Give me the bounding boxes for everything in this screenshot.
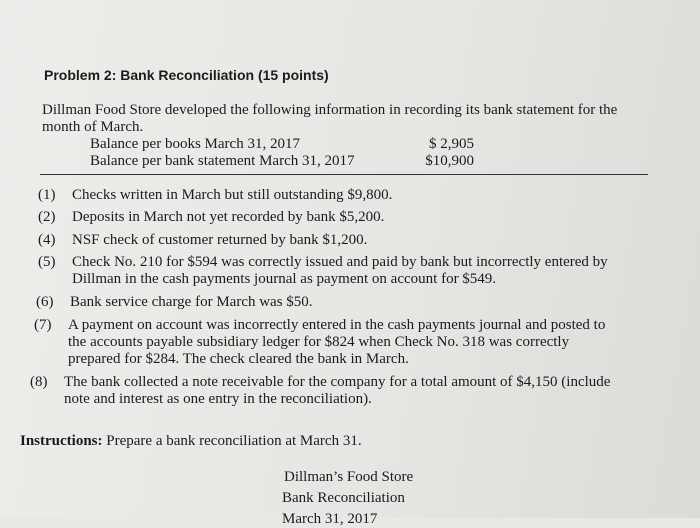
heading-date: March 31, 2017 (282, 511, 378, 527)
item-text-continued: Dillman in the cash payments journal as payment on account for $549. (72, 271, 497, 287)
item-text: Checks written in March but still outstanding $9,800. (72, 187, 393, 203)
instructions-text: Prepare a bank reconciliation at March 31. (106, 433, 362, 449)
item-text: NSF check of customer returned by bank $1,200. (72, 232, 368, 248)
item-text-continued: note and interest as one entry in the reconciliation). (64, 391, 372, 407)
item-number: (8) (30, 374, 48, 390)
instructions-label: Instructions: (20, 433, 103, 449)
balance-books-label: Balance per books March 31, 2017 (90, 136, 300, 152)
item-text-continued: the accounts payable subsidiary ledger for $824 when Check No. 318 was correctly (68, 334, 570, 350)
item-text: Bank service charge for March was $50. (70, 294, 313, 310)
item-number: (1) (38, 187, 56, 203)
balance-books-amount: $ 2,905 (429, 136, 474, 152)
item-number: (2) (38, 209, 56, 225)
item-number: (4) (38, 232, 56, 248)
intro-line-1: Dillman Food Store developed the following information in recording its bank statement for the (42, 102, 618, 118)
heading-company: Dillman’s Food Store (284, 469, 414, 485)
item-number: (5) (38, 254, 56, 270)
intro-line-2: month of March. (42, 119, 144, 135)
item-text: Deposits in March not yet recorded by bank $5,200. (72, 209, 385, 225)
problem-title: Problem 2: Bank Reconciliation (15 points) (44, 67, 329, 83)
item-text: The bank collected a note receivable for the company for a total amount of $4,150 (include (64, 374, 611, 390)
divider-line (40, 174, 648, 175)
item-number: (7) (34, 317, 52, 333)
balance-bank-label: Balance per bank statement March 31, 2017 (90, 153, 355, 169)
item-text: A payment on account was incorrectly entered in the cash payments journal and posted to (68, 317, 606, 333)
item-text: Check No. 210 for $594 was correctly issued and paid by bank but incorrectly entered by (72, 254, 608, 270)
item-text-continued: prepared for $284. The check cleared the bank in March. (68, 351, 409, 367)
item-number: (6) (36, 294, 54, 310)
heading-title: Bank Reconciliation (282, 490, 405, 506)
instructions (20, 432, 362, 450)
balance-bank-amount: $10,900 (425, 153, 474, 169)
